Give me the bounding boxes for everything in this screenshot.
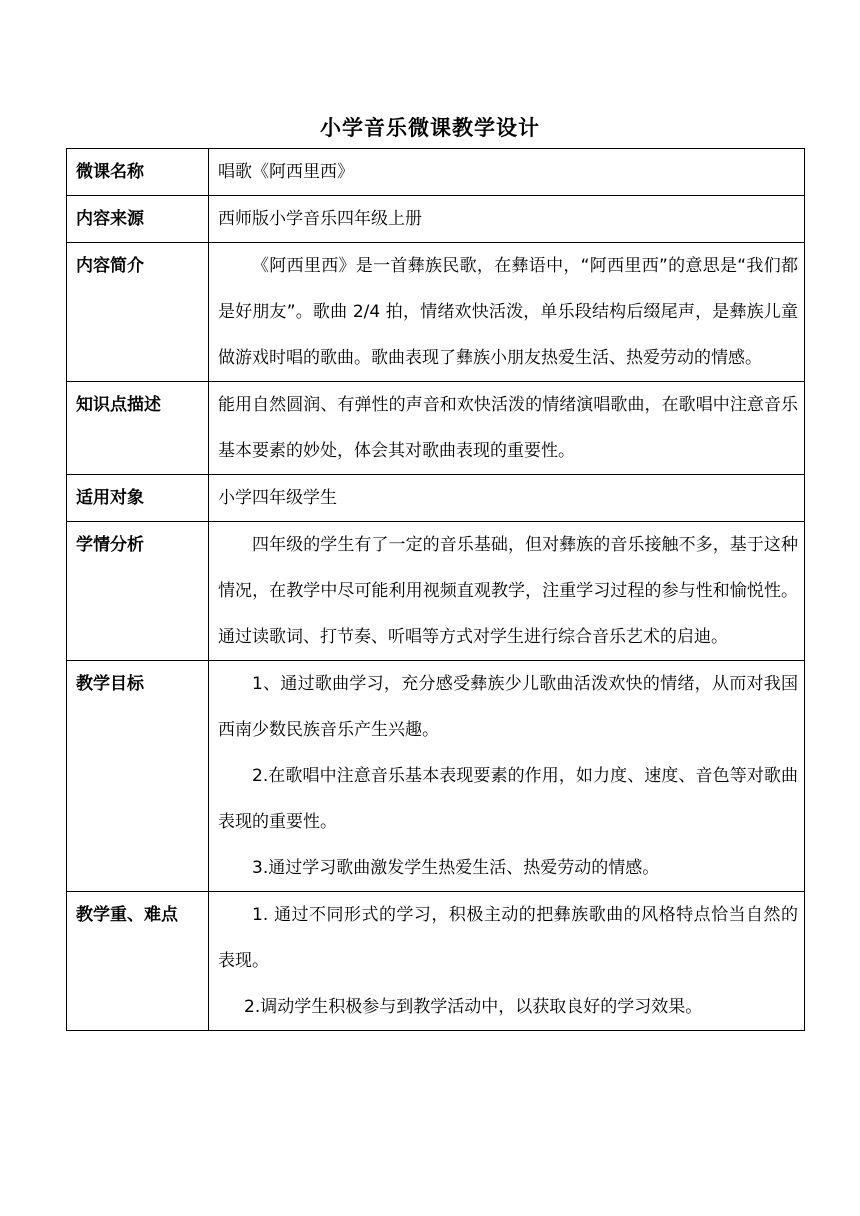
- row-value-teaching-goals: [209, 661, 805, 892]
- document-title: 小学音乐微课教学设计: [320, 116, 540, 140]
- row-value-target-audience: 小学四年级学生: [209, 475, 805, 522]
- row-label-knowledge-point: 知识点描述: [67, 382, 209, 475]
- teaching-goal-item: 2.在歌唱中注意音乐基本表现要素的作用，如力度、速度、音色等对歌曲表现的重要性。: [218, 766, 798, 832]
- table-row: [67, 522, 805, 661]
- table-row: [67, 661, 805, 892]
- row-label-content-source: 内容来源: [67, 196, 209, 243]
- row-value-course-name: 唱歌《阿西里西》: [209, 149, 805, 196]
- row-label-teaching-goals: 教学目标: [67, 661, 209, 892]
- row-label-course-name: 微课名称: [67, 149, 209, 196]
- learner-analysis-text: 四年级的学生有了一定的音乐基础，但对彝族的音乐接触不多，基于这种情况，在教学中尽可能利用视频直观教学，注重学习过程的参与性和愉悦性。通过读歌词、打节奏、听唱等方式对学生进行综合音乐艺术的启迪。: [218, 535, 798, 647]
- row-label-content-intro: 内容简介: [67, 243, 209, 382]
- knowledge-point-text: 能用自然圆润、有弹性的声音和欢快活泼的情绪演唱歌曲，在歌唱中注意音乐基本要素的妙处，体会其对歌曲表现的重要性。: [218, 395, 798, 461]
- table-row: [67, 382, 805, 475]
- teaching-goal-item: 1、通过歌曲学习，充分感受彝族少儿歌曲活泼欢快的情绪，从而对我国西南少数民族音乐产生兴趣。: [218, 674, 798, 740]
- row-value-content-intro: [209, 243, 805, 382]
- row-value-learner-analysis: [209, 522, 805, 661]
- key-difficulty-item: 1. 通过不同形式的学习，积极主动的把彝族歌曲的风格特点恰当自然的表现。: [218, 905, 798, 971]
- row-value-knowledge-point: [209, 382, 805, 475]
- row-value-content-source: 西师版小学音乐四年级上册: [209, 196, 805, 243]
- row-label-target-audience: 适用对象: [67, 475, 209, 522]
- row-value-key-difficulties: [209, 892, 805, 1031]
- table-row: [67, 892, 805, 1031]
- table-row: [67, 196, 805, 243]
- row-label-learner-analysis: 学情分析: [67, 522, 209, 661]
- lesson-design-table: [66, 148, 805, 1031]
- row-label-key-difficulties: 教学重、难点: [67, 892, 209, 1031]
- table-row: [67, 475, 805, 522]
- content-intro-text: 《阿西里西》是一首彝族民歌，在彝语中，“阿西里西”的意思是“我们都是好朋友”。歌曲 2/4 拍，情绪欢快活泼，单乐段结构后缀尾声，是彝族儿童做游戏时唱的歌曲。歌曲表现了彝族小朋友热爱生活、热爱劳动的情感。: [218, 256, 798, 368]
- key-difficulty-item: 2.调动学生积极参与到教学活动中，以获取良好的学习效果。: [244, 997, 703, 1017]
- table-row: [67, 243, 805, 382]
- teaching-goal-item: 3.通过学习歌曲激发学生热爱生活、热爱劳动的情感。: [252, 858, 660, 878]
- table-row: [67, 149, 805, 196]
